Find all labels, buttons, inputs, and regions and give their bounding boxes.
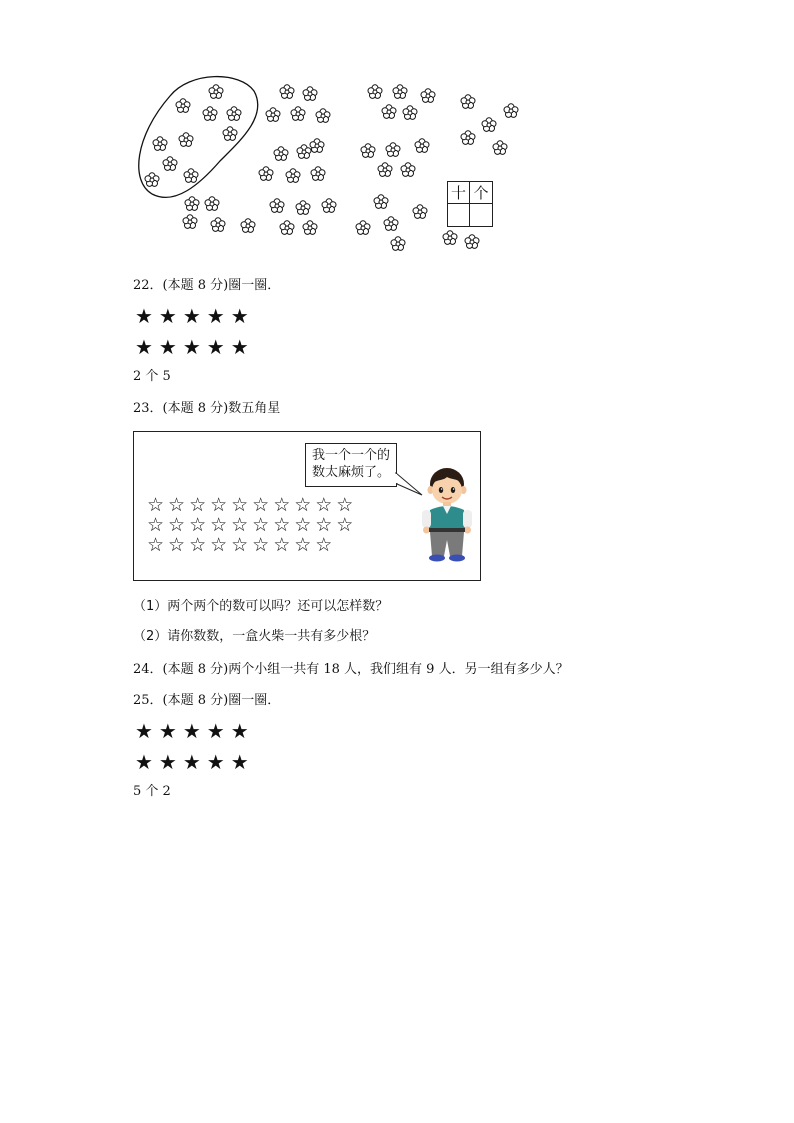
bubble-line1: 我一个一个的 [312,448,391,463]
ones-cell [470,204,492,226]
q25-stars-row2: ★★★★★ [135,750,255,774]
flower-icon [179,133,193,147]
q24-text: 24．(本题 8 分)两个小组一共有 18 人，我们组有 9 人．另一组有多少人？ [133,662,569,677]
flower-icon [361,144,375,158]
flower-icon [493,141,507,155]
flower-icon [316,109,330,123]
flower-icon [504,104,518,118]
flower-icon [384,217,398,231]
flower-icon [368,85,382,99]
q22-stars-row2: ★★★★★ [135,335,255,359]
flower-icon [203,107,217,121]
flower-icon [461,131,475,145]
flower-icon [153,137,167,151]
q22-prompt: 2 个 5 [133,369,171,384]
flower-icon [482,118,496,132]
q23-subquestion-1: （1）两个两个的数可以吗？还可以怎样数？ [133,599,389,614]
flower-icon [382,105,396,119]
q25-stars-row1: ★★★★★ [135,719,255,743]
flower-icon [259,167,273,181]
hollow-star-row2: ☆☆☆☆☆☆☆☆☆☆ [147,514,358,536]
flower-icon [209,85,223,99]
flower-icon [185,197,199,211]
flower-icon [266,108,280,122]
q23-subquestion-2: （2）请你数数，一盒火柴一共有多少根？ [133,629,376,644]
flower-icon [211,218,225,232]
flower-icon [163,157,177,171]
tens-label: 十 [448,182,470,204]
flower-icon [280,85,294,99]
flower-icon [145,173,159,187]
flower-icon [465,235,479,249]
bubble-line2: 数太麻烦了。 [312,465,391,480]
tens-cell [448,204,470,226]
flower-icon [310,139,324,153]
q23-heading: 23．(本题 8 分)数五角星 [133,401,281,416]
q25-prompt: 5 个 2 [133,784,171,799]
flower-icon [401,163,415,177]
place-value-grid [447,181,493,227]
flower-icon [291,107,305,121]
flower-icon [286,169,300,183]
flower-icon [443,231,457,245]
flower-icon [227,107,241,121]
speech-bubble [305,443,397,487]
flower-icon [374,195,388,209]
flower-icon [415,139,429,153]
flower-icon [296,201,310,215]
hollow-star-row1: ☆☆☆☆☆☆☆☆☆☆ [147,494,358,516]
cartoon-boy-icon [416,466,478,566]
flower-icon [461,95,475,109]
ones-label: 个 [470,182,492,204]
flower-icon [386,143,400,157]
flower-icon [356,221,370,235]
q25-heading: 25．(本题 8 分)圈一圈． [133,693,281,708]
flower-icon [391,237,405,251]
flower-icon [303,87,317,101]
flower-icon [183,215,197,229]
flower-icon [421,89,435,103]
flower-counting-illustration [130,66,530,258]
flower-icon [403,106,417,120]
flower-icon [176,99,190,113]
flower-icon [280,221,294,235]
flower-icon [393,85,407,99]
flower-icon [413,205,427,219]
q23-picture-frame [133,431,481,581]
hollow-star-row3: ☆☆☆☆☆☆☆☆☆ [147,534,337,556]
flower-icon [378,163,392,177]
flower-icon [223,127,237,141]
flower-icon [184,169,198,183]
flower-icon [205,197,219,211]
flower-icon [297,145,311,159]
flower-icon [311,167,325,181]
flower-icon [322,199,336,213]
q22-stars-row1: ★★★★★ [135,304,255,328]
flower-icon [270,199,284,213]
flower-icon [241,219,255,233]
flower-icon [303,221,317,235]
q22-heading: 22．(本题 8 分)圈一圈． [133,278,281,293]
flower-icon [274,147,288,161]
